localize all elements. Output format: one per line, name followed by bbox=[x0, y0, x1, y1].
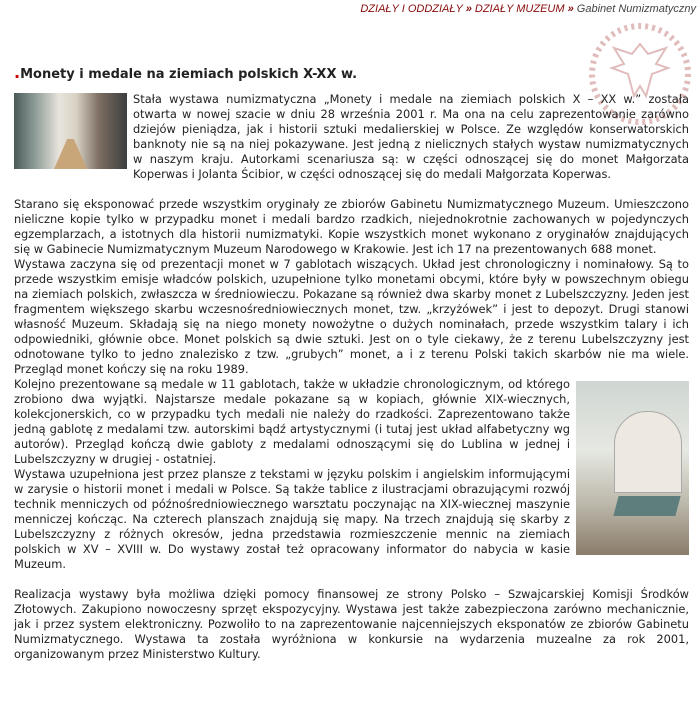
breadcrumb-separator: » bbox=[567, 3, 574, 15]
exhibition-corridor-photo[interactable] bbox=[14, 93, 127, 169]
breadcrumb-dzialy-i-oddzialy[interactable]: DZIAŁY I ODDZIAŁY bbox=[360, 3, 463, 15]
exhibition-display-case-photo[interactable] bbox=[576, 381, 689, 555]
breadcrumb-current: Gabinet Numizmatyczny bbox=[576, 3, 696, 15]
breadcrumb-separator: » bbox=[465, 3, 472, 15]
paragraph: Realizacja wystawy była możliwa dzięki pomocy finansowej ze strony Polsko – Szwajcarskiej Komisji Środków Złotowych. Zakupiono nowoczesny sprzęt ekspozycyjny. Wystawa jest także zabezpieczona zarówno mechanicznie, jak i przez system elektroniczny. Pozwoliło to na zaprezentowanie najcenniejszych eksponatów ze zbiorów Gabinetu Numizmatycznego. Wystawa ta została wyróżniona w konkursie na wydarzenia muzealne za rok 2001, organizowanym przez Ministerstwo Kultury. bbox=[14, 587, 689, 661]
bullet-icon: . bbox=[14, 63, 21, 82]
page-title-text: Monety i medale na ziemiach polskich X-XX w. bbox=[20, 67, 358, 82]
article-body bbox=[14, 92, 689, 662]
paragraph: Wystawa uzupełniona jest przez plansze z tekstami w języku polskim i angielskim informującymi w zarysie o historii monet i medali w Polsce. Są także tablice z ilustracjami obrazującymi rozwój technik menniczych od późnośredniowiecznego warsztatu poczynając na XIX-wiecznej maszynie menniczej kończąc. Na czterech planszach znajdują się mapy. Na trzech znajdują się skarby z Lubelszczyzny z różnych okresów, jedna przedstawia rozmieszczenie mennic na ziemiach polskich w XV – XVIII w. Do wystawy został też opracowany informator do nabycia w kasie Muzeum. bbox=[14, 467, 570, 571]
breadcrumb bbox=[360, 3, 696, 15]
page-title bbox=[14, 63, 357, 82]
paragraph: Wystawa zaczyna się od prezentacji monet w 7 gablotach wiszących. Układ jest chronologiczny i nominałowy. Są to przede wszystkim emisje władców polskich, uzupełnione tylko monetami obcymi, które były w powszechnym obiegu na ziemiach polskich, zwłaszcza w średniowieczu. Pokazane są również dwa skarby monet z Lubelszczyzny. Jeden jest fragmentem większego skarbu wczesnośredniowiecznych monet, tzw. „krzyżówek” i jest to depozyt. Drugi stanowi własność Muzeum. Składają się na niego monety nowożytne o dużych nominałach, przede wszystkim talary i ich odpowiedniki, głównie obce. Monet polskich są dwie sztuki. Jest on o tyle ciekawy, że z terenu Lubelszczyzny jest odnotowane tylko to jedno znalezisko z tzw. „grubych” monet, a i z terenu Polski takich skarbów nie ma wiele. Przegląd monet kończy się na roku 1989. bbox=[14, 257, 689, 376]
paragraph: Starano się eksponować przede wszystkim oryginały ze zbiorów Gabinetu Numizmatycznego Muzeum. Umieszczono nieliczne kopie tylko w przypadku monet i medali bardzo rzadkich, niejednokrotnie zachowanych w pojedynczych egzemplarzach, a istotnych dla historii numizmatyki. Kopie wszystkich monet wykonano z oryginałów znajdujących się w Gabinecie Numizmatycznym Muzeum Narodowego w Krakowie. Jest ich 17 na prezentowanych 688 monet. bbox=[14, 197, 689, 256]
paragraph: Stała wystawa numizmatyczna „Monety i medale na ziemiach polskich X – XX w.” została otwarta w nowej szacie w dniu 28 września 2001 r. Ma ona na celu zaprezentowanie zarówno dziejów pieniądza, jak i historii sztuki medalierskiej w Polsce. Ze względów konserwatorskich banknoty nie są na niej pokazywane. Jest jedną z nielicznych stałych wystaw numizmatycznych w naszym kraju. Autorkami scenariusza są: w części odnoszącej się do monet Małgorzata Koperwas i Jolanta Ścibior, w części odnoszącej się do medali Małgorzata Koperwas. bbox=[133, 92, 689, 181]
breadcrumb-dzialy-muzeum[interactable]: DZIAŁY MUZEUM bbox=[474, 3, 565, 15]
paragraph: Kolejno prezentowane są medale w 11 gablotach, także w układzie chronologicznym, od którego zrobiono dwa wyjątki. Najstarsze medale pokazane są w kopiach, głównie XIX-wiecznych, kolekcjonerskich, co w przypadku tych medali nie należy do rzadkości. Zaprezentowano także jedną gablotę z medalami tzw. autorskimi bądź artystycznymi (i tutaj jest układ alfabetyczny wg autorów). Przegląd kończą dwie gabloty z medalami odnoszącymi się do Lublina w jednej i Lubelszczyzny w drugiej - ostatniej. bbox=[14, 377, 570, 466]
